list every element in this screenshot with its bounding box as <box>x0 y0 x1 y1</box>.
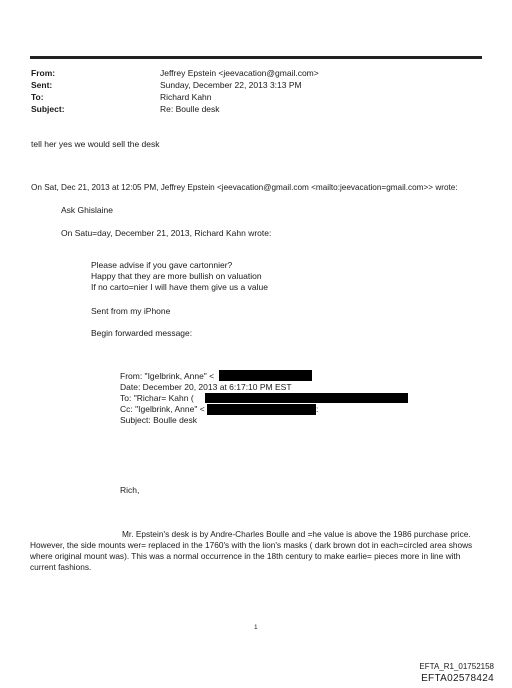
fwd-from: From: "Igelbrink, Anne" < <box>120 371 215 381</box>
page-number: 1 <box>254 624 258 631</box>
redaction-block <box>205 393 408 403</box>
from-label: From: <box>31 68 56 78</box>
to-label: To: <box>31 92 44 102</box>
forwarded-label: Begin forwarded message: <box>91 328 193 338</box>
quote1-text: Ask Ghislaine <box>61 205 113 215</box>
salutation: Rich, <box>120 485 140 495</box>
quote1-header: On Sat, Dec 21, 2013 at 12:05 PM, Jeffrey Epstein <jeevacation@gmail.com <mailto:jeevacation=gmail.com>> wrote: <box>31 183 458 192</box>
redaction-block <box>207 404 319 415</box>
fwd-date: Date: December 20, 2013 at 6:17:10 PM EST <box>120 382 292 392</box>
sent-label: Sent: <box>31 80 53 90</box>
fwd-cc-end: : <box>316 404 319 414</box>
document-id-1: EFTA_R1_01752158 <box>419 662 494 671</box>
sent-value: Sunday, December 22, 2013 3:13 PM <box>160 80 302 90</box>
quote2-line3: If no carto=nier I will have them give us a value <box>91 282 268 292</box>
signature: Sent from my iPhone <box>91 306 171 316</box>
reply-text: tell her yes we would sell the desk <box>31 139 160 149</box>
redaction-block <box>219 370 312 381</box>
body-paragraph-text: Mr. Epstein's desk is by Andre-Charles Boulle and =he value is above the 1986 purchase price. However, the side mounts wer= replaced in the 1760's with the lion's masks ( dark brown dot in each=circled area shows where original mount was). This was a normal occurrence in the 18th century to make earlie= pieces more in line with current fashions. <box>30 529 473 572</box>
quote2-header: On Satu=day, December 21, 2013, Richard Kahn wrote: <box>61 228 272 238</box>
fwd-subject: Subject: Boulle desk <box>120 415 198 425</box>
quote2-line2: Happy that they are more bullish on valuation <box>91 271 262 281</box>
body-paragraph <box>30 529 485 573</box>
subject-label: Subject: <box>31 104 65 114</box>
header-rule <box>30 56 482 59</box>
fwd-to: To: "Richar= Kahn ( <box>120 393 194 403</box>
document-id-2: EFTA02578424 <box>421 673 494 684</box>
fwd-cc: Cc: "Igelbrink, Anne" < <box>120 404 205 414</box>
quote2-line1: Please advise if you gave cartonnier? <box>91 260 233 270</box>
from-value: Jeffrey Epstein <jeevacation@gmail.com> <box>160 68 319 78</box>
to-value: Richard Kahn <box>160 92 212 102</box>
subject-value: Re: Boulle desk <box>160 104 220 114</box>
